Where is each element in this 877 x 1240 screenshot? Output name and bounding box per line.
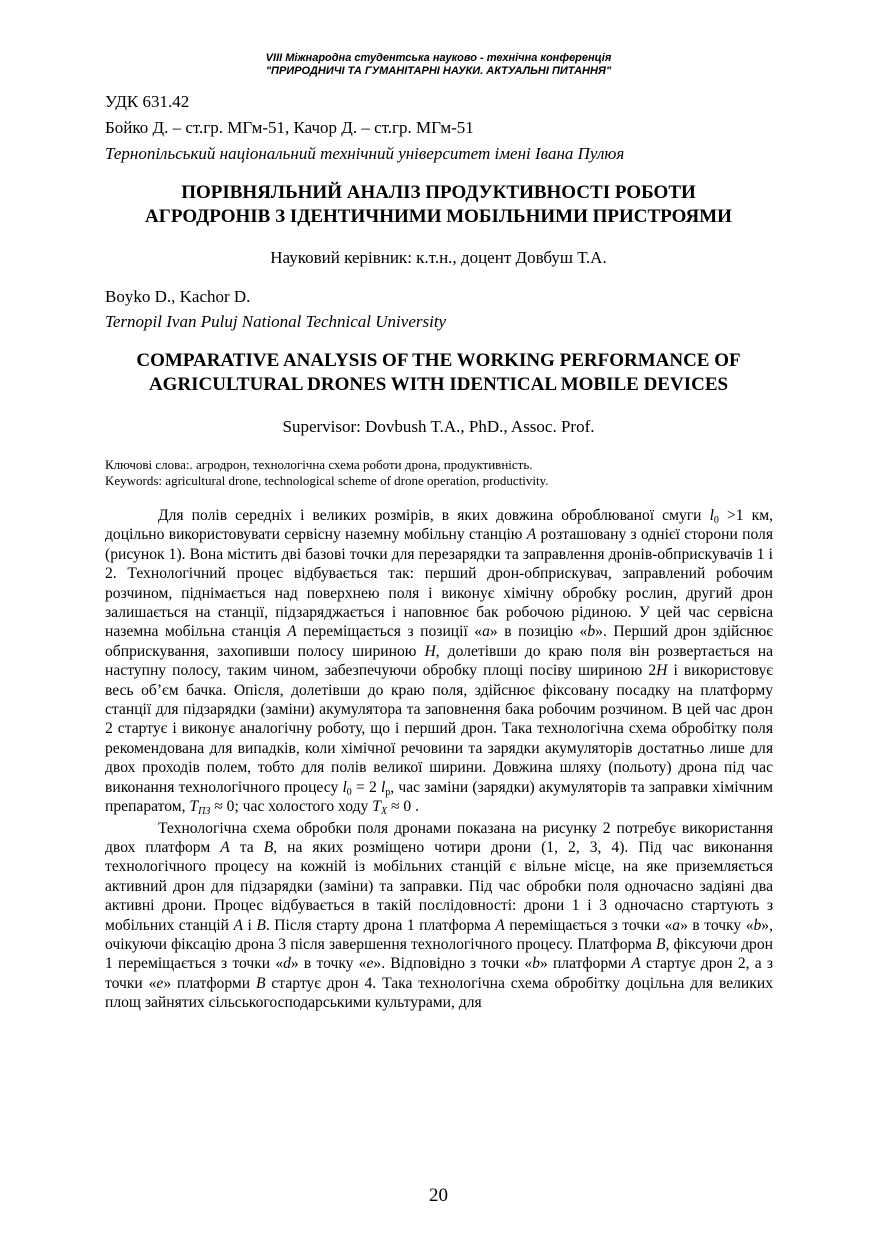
page-number: 20 — [429, 1185, 448, 1206]
text-run: км, доцільно використовувати сервісну наземну мобільну станцію — [105, 507, 773, 544]
formula-path-length — [342, 779, 390, 796]
symbol: b — [753, 916, 762, 934]
text-run: ». Відповідно з точки « — [373, 955, 533, 973]
symbol: A — [495, 916, 505, 934]
text-run: » в точку « — [680, 916, 754, 934]
text-run: » в точку « — [290, 955, 367, 973]
text-run: ». Перший дрон здійснює обприскування, захопивши полосу шириною — [105, 623, 773, 660]
text-run: » платформи — [163, 974, 256, 992]
formula-tx — [372, 798, 412, 818]
formula-eq: = 2 — [351, 778, 381, 796]
symbol: B — [263, 838, 274, 856]
symbol: a — [672, 916, 681, 934]
formula-approx: ≈ 0 — [387, 798, 412, 816]
title-ua-line2: АГРОДРОНІВ З ІДЕНТИЧНИМИ МОБІЛЬНИМИ ПРИСТРОЯМИ — [145, 206, 732, 227]
affiliation-en: Ternopil Ivan Puluj National Technical University — [105, 312, 447, 331]
supervisor-en: Supervisor: Dovbush T.A., PhD., Assoc. Prof. — [282, 417, 595, 436]
text-run: стартує дрон 4. Така технологічна схема обробітку доцільна для великих площ зайнятих сільськогосподарськими культурами, для — [105, 974, 773, 1012]
formula-rest: >1 — [718, 507, 744, 524]
text-run: переміщається з точки « — [504, 916, 673, 934]
text-run: , долетівши до краю поля він розвертається на наступну полосу, таким чином, забезпечуючи обробку площі посіву шириною 2 — [105, 642, 773, 680]
text-run: Для полів середніх і великих розмірів, в яких довжина оброблюваної смуги — [158, 507, 702, 524]
keywords-ua: Ключові слова:. агродрон, технологічна схема роботи дрона, продуктивність. — [105, 457, 533, 472]
formula-var: l — [709, 507, 714, 524]
formula-var: l — [342, 778, 347, 796]
symbol: H — [656, 662, 668, 680]
paragraph-1 — [105, 506, 773, 817]
symbol: H — [424, 642, 436, 660]
conference-header-line1: VIII Міжнародна студентська науково - технічна конференція — [265, 52, 612, 64]
symbol: A — [631, 955, 641, 973]
symbol: e — [366, 955, 374, 973]
formula-sub: X — [380, 806, 388, 818]
title-en-line2: AGRICULTURAL DRONES WITH IDENTICAL MOBILE DEVICES — [148, 374, 729, 395]
symbol: b — [532, 955, 540, 973]
formula-var: T — [372, 798, 381, 816]
symbol: a — [482, 623, 490, 641]
formula-sub: 0 — [713, 515, 719, 526]
formula-sub: 0 — [346, 786, 352, 798]
text-run: , на яких розміщено чотири дрони (1, 2, 3, 4). Під час виконання технологічного процесу на кожній із мобільних станцій є вільне місце, на яке приземляється активний дрон для підзарядки (заміни) та заправки. Під час обробки поля одночасно задіяні два активні дрони. Процес відбувається в такій послідовності: дрони 1 і 3 одночасно стартують з мобільних станцій — [105, 838, 773, 934]
keywords-en: Keywords: agricultural drone, technological scheme of drone operation, productivity. — [105, 473, 549, 488]
symbol: b — [587, 623, 596, 641]
text-run: » в позицію « — [489, 623, 588, 641]
formula-sub: p — [385, 786, 391, 798]
text-run: » платформи — [539, 955, 632, 973]
paragraph-2 — [105, 819, 773, 1013]
title-ua-line1: ПОРІВНЯЛЬНИЙ АНАЛІЗ ПРОДУКТИВНОСТІ РОБОТИ — [181, 182, 696, 203]
symbol: e — [156, 974, 164, 992]
symbol: A — [233, 916, 244, 934]
text-run: , час заміни (зарядки) акумуляторів та заправки хімічним препаратом, — [105, 778, 773, 816]
text-run: », очікуючи фіксацію дрона 3 після завершення технологічного процесу. Платформа — [105, 916, 773, 953]
supervisor-ua: Науковий керівник: к.т.н., доцент Довбуш Т.А. — [270, 248, 607, 267]
formula-var: T — [189, 798, 199, 816]
body-text — [105, 506, 773, 1013]
udk-code: УДК 631.42 — [105, 92, 190, 111]
text-run: . — [411, 798, 419, 816]
title-en-line1: COMPARATIVE ANALYSIS OF THE WORKING PERFORMANCE OF — [136, 350, 741, 371]
text-run: ; час холостого ходу — [234, 798, 373, 816]
text-run: і використовує весь об’єм бачка. Опісля, долетівши до краю поля, здійснює фіксовану посадку на платформу станції для підзарядки (заміни) акумулятора та заповнення бака робочим розчином. В цей час дрон 2 стартує і виконує аналогічну роботу, що і перший дрон. Така технологічна схема обробітку поля рекомендована для випадків, коли хімічної речовини та зарядки акумуляторів достатньо лише для двох проходів полем, тобто для полів великої ширини. Довжина шляху (польоту) дрона під час виконання технологічного процесу — [105, 662, 773, 796]
formula-var: l — [380, 778, 386, 796]
text-run: і — [243, 916, 257, 934]
authors-en: Boyko D., Kachor D. — [105, 287, 251, 306]
text-run: стартує дрон 2, а з точки « — [105, 955, 773, 992]
text-run: переміщається з позиції « — [296, 623, 483, 641]
symbol: A — [220, 838, 230, 856]
text-run: , фіксуючи дрон 1 переміщається з точки « — [105, 935, 773, 973]
symbol: d — [283, 955, 291, 973]
affiliation-ua: Тернопільський національний технічний університет імені Івана Пулюя — [105, 144, 625, 163]
authors-ua: Бойко Д. – ст.гр. МГм-51, Качор Д. – ст.гр. МГм-51 — [105, 118, 474, 137]
title-ua — [60, 181, 817, 229]
formula-sub: ПЗ — [198, 806, 211, 818]
symbol: B — [256, 916, 266, 934]
symbol: A — [526, 526, 537, 544]
text-run: розташовану з однієї сторони поля (рисунок 1). Вона містить дві базові точки для перезарядки та заправлення дронів-обприскувачів 1 і 2. Технологічний процес відбувається так: перший дрон-обприскувач, заправлений робочим розчином, піднімається над поверхнею поля і виконує хімічну обробку рослин, другий дрон залишається на станції, підзаряджається і наповнює бак робочою рідиною. У цей час сервісна наземна мобільна станція — [105, 526, 773, 641]
title-en — [60, 349, 817, 397]
formula-approx: ≈ 0 — [210, 798, 235, 816]
conference-header-line2: "ПРИРОДНИЧІ ТА ГУМАНІТАРНІ НАУКИ. АКТУАЛЬНІ ПИТАННЯ" — [265, 65, 612, 77]
conference-header — [0, 52, 877, 78]
text-run: . Після старту дрона 1 платформа — [265, 916, 496, 934]
symbol: A — [287, 623, 297, 641]
formula-tpz — [189, 798, 235, 818]
text-run: та — [229, 838, 264, 856]
symbol: B — [655, 935, 666, 953]
symbol: B — [256, 974, 266, 992]
formula-l0 — [710, 507, 744, 524]
text-run: Технологічна схема обробки поля дронами показана на рисунку 2 потребує використання двох платформ — [105, 819, 773, 856]
